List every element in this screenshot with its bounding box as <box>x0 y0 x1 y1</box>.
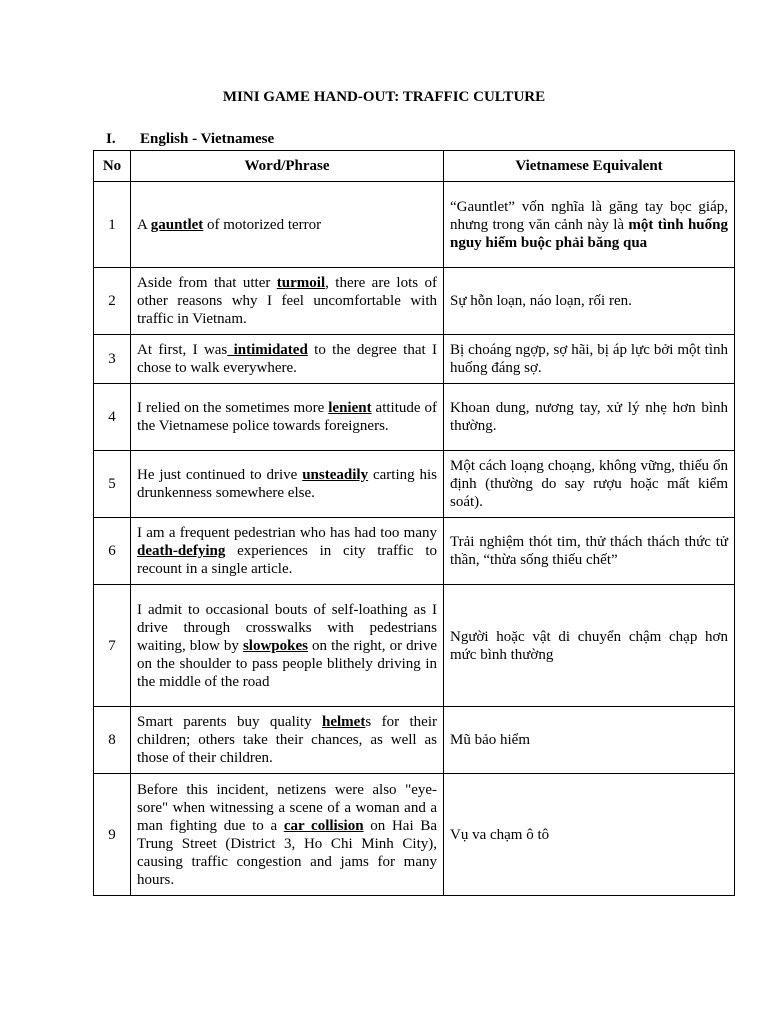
row-number: 6 <box>94 518 131 585</box>
keyword: helmet <box>322 714 366 730</box>
keyword: turmoil <box>276 275 326 291</box>
keyword: slowpokes <box>242 637 308 654</box>
vietnamese-cell: Vụ va chạm ô tô <box>444 774 735 896</box>
keyword: intimidated <box>227 342 308 358</box>
vocabulary-table <box>93 150 735 896</box>
vietnamese-cell: Sự hỗn loạn, náo loạn, rối ren. <box>444 268 735 335</box>
section-heading <box>106 130 274 148</box>
table-row <box>94 518 735 585</box>
header-word-phrase: Word/Phrase <box>131 151 444 182</box>
word-phrase-cell: He just continued to drive unsteadily carting his drunkenness somewhere else. <box>131 451 444 518</box>
vietnamese-cell: Trải nghiệm thót tim, thử thách thách thức tử thần, “thừa sống thiếu chết” <box>444 518 735 585</box>
table-header-row <box>94 151 735 182</box>
vietnamese-cell: Khoan dung, nương tay, xử lý nhẹ hơn bình thường. <box>444 384 735 451</box>
keyword: car collision <box>283 817 364 834</box>
word-phrase-cell: A gauntlet of motorized terror <box>131 182 444 268</box>
header-vietnamese-equivalent: Vietnamese Equivalent <box>444 151 735 182</box>
table-row <box>94 384 735 451</box>
header-no: No <box>94 151 131 182</box>
row-number: 1 <box>94 182 131 268</box>
keyword: unsteadily <box>302 467 369 483</box>
table-row <box>94 182 735 268</box>
row-number: 8 <box>94 707 131 774</box>
word-phrase-cell: Smart parents buy quality helmets for their children; others take their chances, as well as those of their children. <box>131 707 444 774</box>
table-row <box>94 335 735 384</box>
row-number: 9 <box>94 774 131 896</box>
table-row <box>94 451 735 518</box>
keyword: death-defying <box>137 543 226 559</box>
document-title: MINI GAME HAND-OUT: TRAFFIC CULTURE <box>222 89 546 105</box>
row-number: 7 <box>94 585 131 707</box>
section-number: I. <box>106 131 116 147</box>
vietnamese-cell: Mũ bảo hiểm <box>444 707 735 774</box>
row-number: 3 <box>94 335 131 384</box>
word-phrase-cell: Aside from that utter turmoil, there are lots of other reasons why I feel uncomfortable with traffic in Vietnam. <box>131 268 444 335</box>
table-row <box>94 707 735 774</box>
vietnamese-cell: Người hoặc vật di chuyển chậm chạp hơn mức bình thường <box>444 585 735 707</box>
row-number: 4 <box>94 384 131 451</box>
keyword: gauntlet <box>150 216 204 233</box>
vietnamese-cell: Bị choáng ngợp, sợ hãi, bị áp lực bởi một tình huống đáng sợ. <box>444 335 735 384</box>
row-number: 2 <box>94 268 131 335</box>
word-phrase-cell: Before this incident, netizens were also "eye-sore" when witnessing a scene of a woman and a man fighting due to a car collision on Hai Ba Trung Street (District 3, Ho Chi Minh City), causing traffic congestion and jams for many hours. <box>131 774 444 896</box>
table-row <box>94 585 735 707</box>
word-phrase-cell: At first, I was intimidated to the degree that I chose to walk everywhere. <box>131 335 444 384</box>
keyword: lenient <box>328 400 372 416</box>
table-row <box>94 268 735 335</box>
bold-meaning: một tình huống nguy hiểm buộc phải băng qua <box>450 216 728 251</box>
section-label: English - Vietnamese <box>140 131 275 147</box>
row-number: 5 <box>94 451 131 518</box>
word-phrase-cell: I am a frequent pedestrian who has had too many death-defying experiences in city traffic to recount in a single article. <box>131 518 444 585</box>
word-phrase-cell: I relied on the sometimes more lenient attitude of the Vietnamese police towards foreigners. <box>131 384 444 451</box>
table-row <box>94 774 735 896</box>
word-phrase-cell: I admit to occasional bouts of self-loathing as I drive through crosswalks with pedestrians waiting, blow by slowpokes on the right, or drive on the shoulder to pass people blithely driving in the middle of the road <box>131 585 444 707</box>
vietnamese-cell: Một cách loạng choạng, không vững, thiếu ổn định (thường do say rượu hoặc mất kiểm soát). <box>444 451 735 518</box>
vietnamese-cell: “Gauntlet” vốn nghĩa là găng tay bọc giáp, nhưng trong văn cảnh này là một tình huống nguy hiểm buộc phải băng qua <box>444 182 735 268</box>
